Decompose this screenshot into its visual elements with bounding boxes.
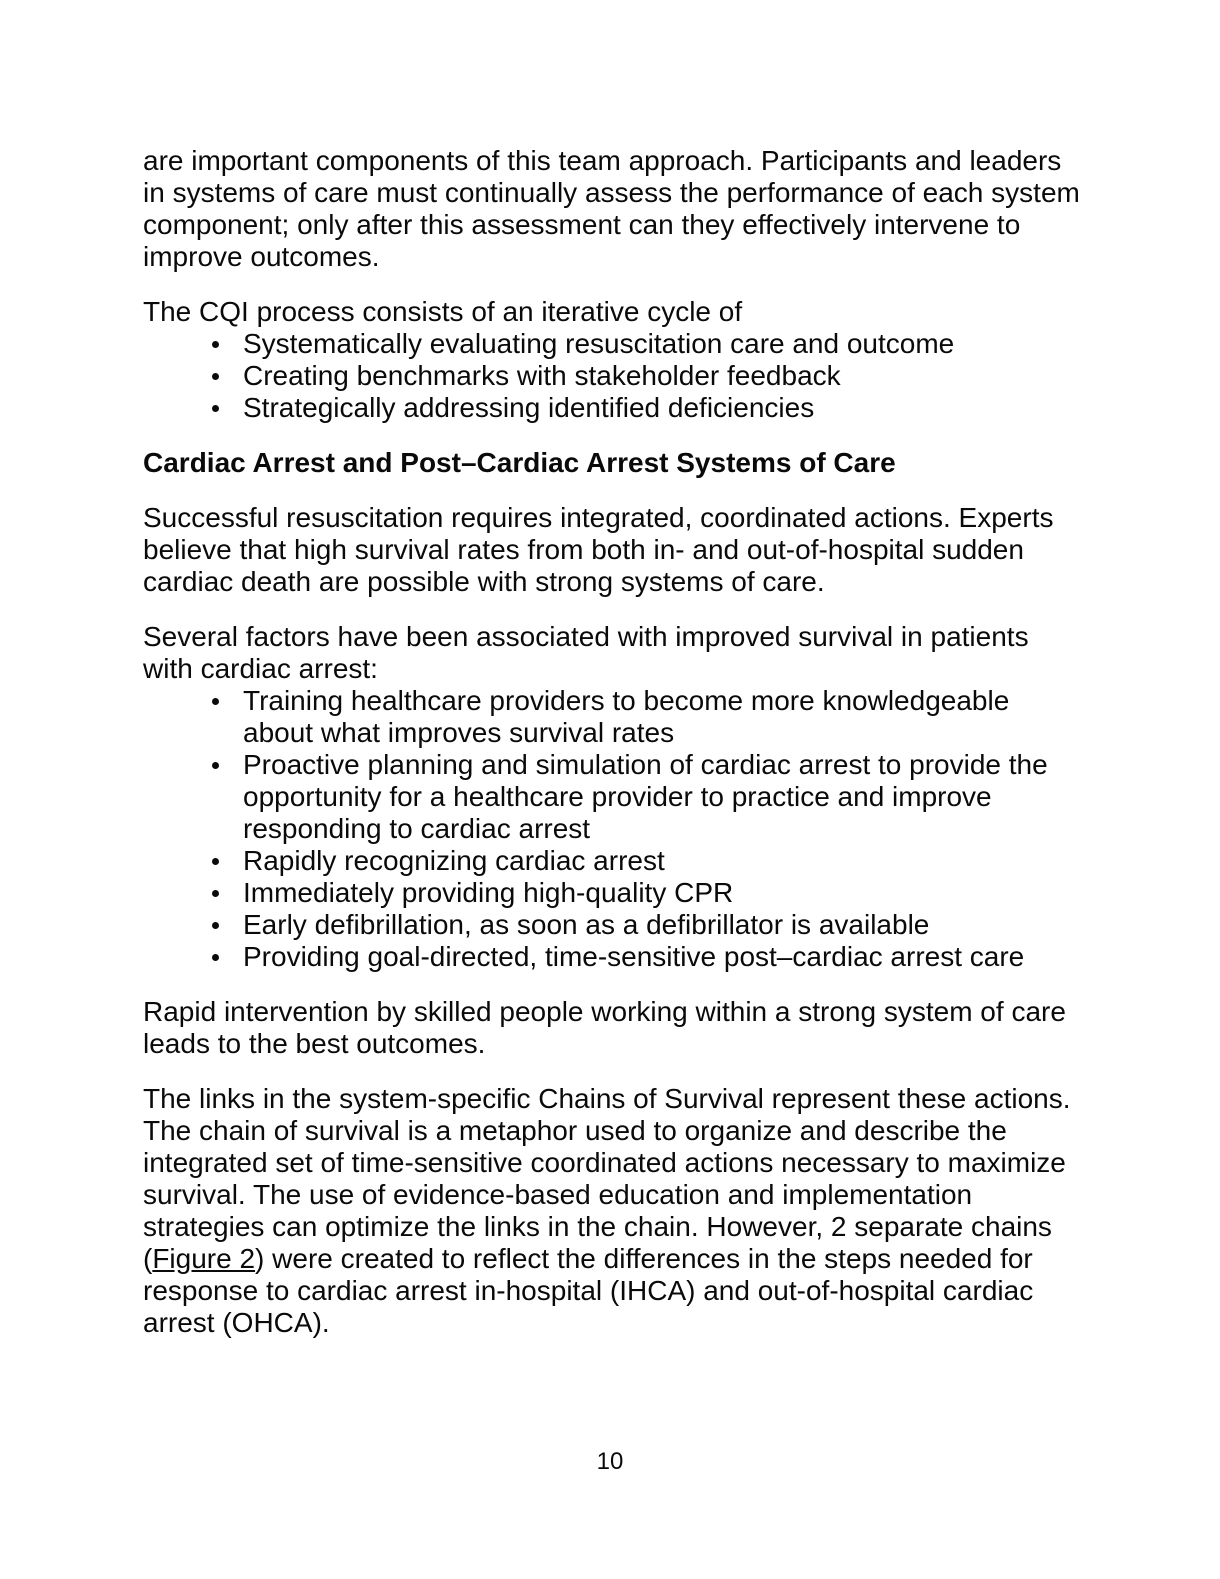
successful-resuscitation-paragraph: Successful resuscitation requires integrated, coordinated actions. Experts believe that high survival rates from both in- and out-of-hospital sudden cardiac death are possible with strong systems of care. bbox=[143, 502, 1054, 597]
list-item bbox=[143, 685, 1080, 749]
list-item bbox=[143, 392, 1080, 424]
list-item-text: Providing goal-directed, time-sensitive post–cardiac arrest care bbox=[243, 941, 1025, 972]
rapid-intervention-paragraph: Rapid intervention by skilled people working within a strong system of care leads to the best outcomes. bbox=[143, 996, 1066, 1059]
list-item bbox=[143, 328, 1080, 360]
list-item-text: Rapidly recognizing cardiac arrest bbox=[243, 845, 665, 876]
list-item bbox=[143, 845, 1080, 877]
bullet-icon bbox=[212, 858, 219, 865]
paragraph-text: The links in the system-specific Chains of Survival represent these actions. The chain of survival is a metaphor used to organize and describe the integrated set of time-sensitive coordinated actions necessary to maximize survival. The use of evidence-based education and implementation strategies can optimize the links in the chain. However, 2 separate chains ( bbox=[143, 1083, 1071, 1274]
factors-lead-paragraph: Several factors have been associated with improved survival in patients with cardiac arrest: bbox=[143, 621, 1029, 684]
list-item-text: Early defibrillation, as soon as a defibrillator is available bbox=[243, 909, 930, 940]
cqi-lead-paragraph: The CQI process consists of an iterative cycle of bbox=[143, 296, 743, 327]
bullet-icon bbox=[212, 341, 219, 348]
bullet-icon bbox=[212, 890, 219, 897]
chains-of-survival-paragraph bbox=[143, 1083, 1080, 1339]
list-item-text: Systematically evaluating resuscitation care and outcome bbox=[243, 328, 955, 359]
figure-2-link[interactable]: Figure 2 bbox=[152, 1243, 256, 1274]
list-item bbox=[143, 360, 1080, 392]
section-heading: Cardiac Arrest and Post–Cardiac Arrest Systems of Care bbox=[143, 447, 896, 478]
bullet-icon bbox=[212, 762, 219, 769]
intro-paragraph: are important components of this team approach. Participants and leaders in systems of care must continually assess the performance of each system component; only after this assessment can they effectively intervene to improve outcomes. bbox=[143, 145, 1080, 272]
list-item bbox=[143, 941, 1080, 973]
list-item-text: Proactive planning and simulation of cardiac arrest to provide the opportunity for a healthcare provider to practice and improve responding to cardiac arrest bbox=[243, 749, 1048, 844]
list-item bbox=[143, 909, 1080, 941]
cqi-bullet-list bbox=[143, 328, 1080, 424]
bullet-icon bbox=[212, 698, 219, 705]
list-item bbox=[143, 877, 1080, 909]
page-number: 10 bbox=[596, 1448, 624, 1475]
list-item bbox=[143, 749, 1080, 845]
factors-bullet-list bbox=[143, 685, 1080, 973]
list-item-text: Creating benchmarks with stakeholder feedback bbox=[243, 360, 841, 391]
paragraph-text: ) were created to reflect the differences in the steps needed for response to cardiac arrest in-hospital (IHCA) and out-of-hospital cardiac arrest (OHCA). bbox=[143, 1243, 1034, 1338]
bullet-icon bbox=[212, 373, 219, 380]
list-item-text: Training healthcare providers to become more knowledgeable about what improves survival rates bbox=[243, 685, 1010, 748]
bullet-icon bbox=[212, 922, 219, 929]
bullet-icon bbox=[212, 954, 219, 961]
bullet-icon bbox=[212, 405, 219, 412]
list-item-text: Strategically addressing identified deficiencies bbox=[243, 392, 815, 423]
list-item-text: Immediately providing high-quality CPR bbox=[243, 877, 734, 908]
